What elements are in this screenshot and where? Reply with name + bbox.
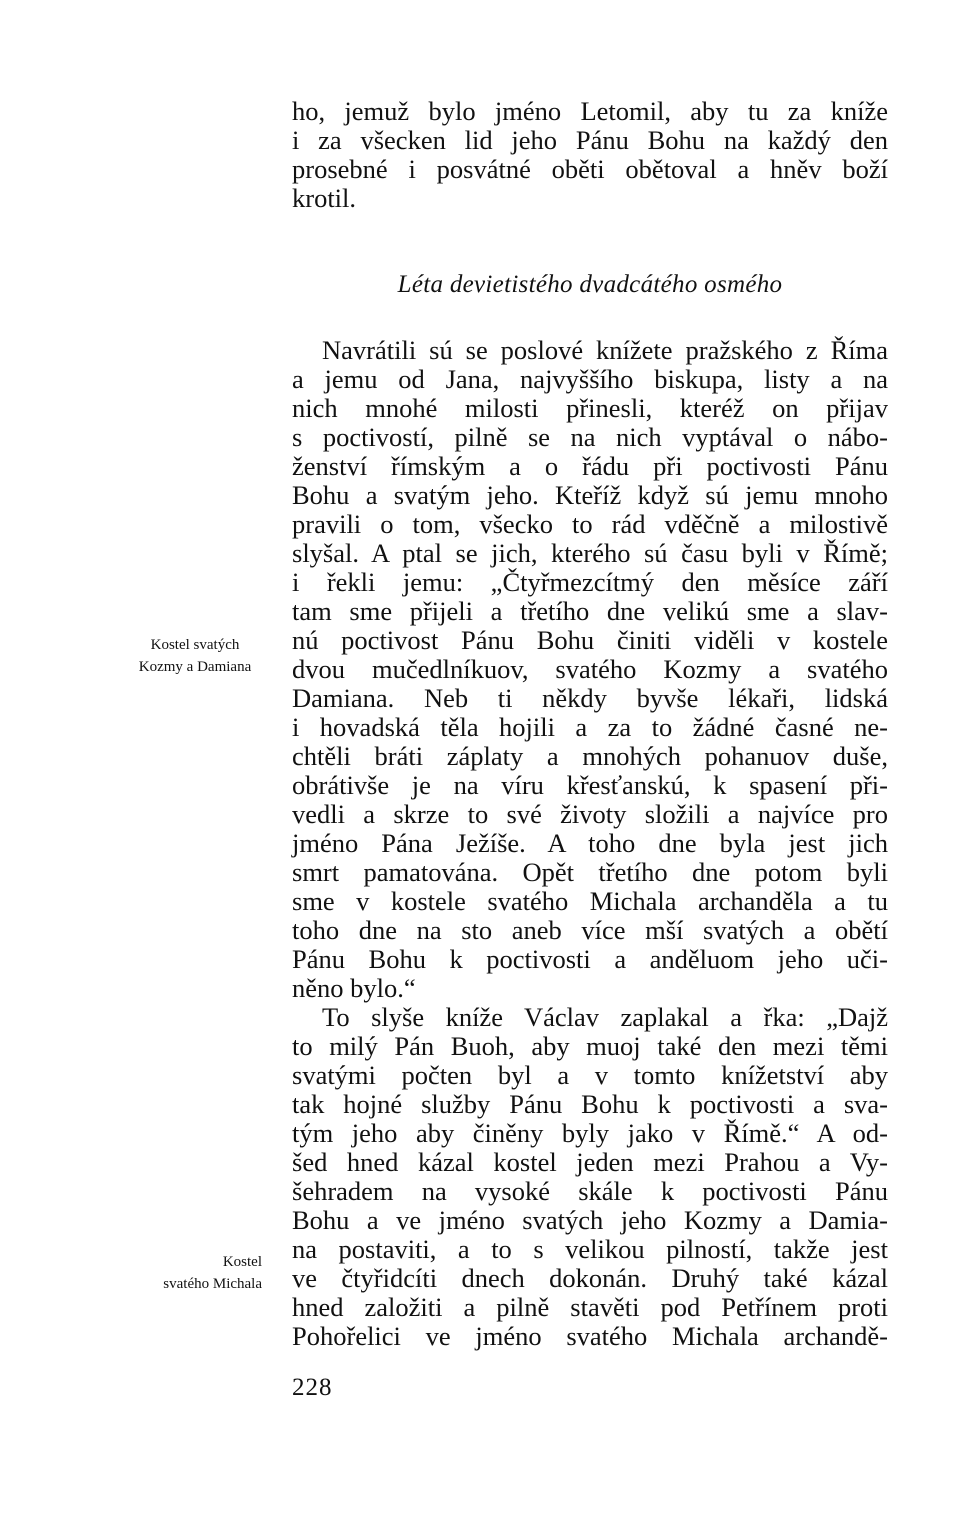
margin-note-line: Kozmy a Damiana (138, 659, 252, 675)
opening-paragraph (292, 97, 888, 213)
body-text (292, 336, 888, 1351)
text-line: i za všecken lid jeho Pánu Bohu na každý den (292, 125, 888, 155)
text-line: tým jeho aby činěny byly jako v Římě.“ A od- (292, 1118, 888, 1148)
text-line: sme v kostele svatého Michala archanděla a tu (292, 886, 888, 916)
text-line: Pohořelici ve jméno svatého Michala archandě- (292, 1321, 888, 1351)
text-line: ve čtyřidcíti dnech dokonán. Druhý také kázal (292, 1263, 888, 1293)
margin-note-kostel-kozmy-damiana (130, 634, 260, 678)
text-line: Navrátili sú se poslové knížete pražského z Říma (322, 335, 888, 365)
margin-note-kostel-michala (122, 1251, 262, 1295)
text-line: nich mnohé milosti přinesli, kteréž on přijav (292, 393, 888, 423)
section-heading: Léta devietistého dvadcátého osmého (397, 271, 783, 298)
text-line: svatými počten byl a v tomto knížetství aby (292, 1060, 888, 1090)
text-line: ho, jemuž bylo jméno Letomil, aby tu za kníže (292, 96, 888, 126)
text-line: i řekli jemu: „Čtyřmezcítmý den měsíce září (292, 567, 888, 597)
text-line: krotil. (292, 183, 357, 213)
text-line: toho dne na sto aneb více mší svatých a obětí (292, 915, 888, 945)
text-line: a jemu od Jana, najvyššího biskupa, listy a na (292, 364, 888, 394)
text-line: něno bylo.“ (292, 973, 416, 1003)
text-line: Bohu a ve jméno svatých jeho Kozmy a Damia- (292, 1205, 888, 1235)
text-line: tam sme přijeli a třetího dne velikú sme a slav- (292, 596, 888, 626)
text-line: na postaviti, a to s velikou pilností, takže jest (292, 1234, 888, 1264)
text-line: smrt pamatována. Opět třetího dne potom byli (292, 857, 888, 887)
page-number: 228 (292, 1374, 333, 1401)
text-line: šehradem na vysoké skále k poctivosti Pánu (292, 1176, 888, 1206)
text-line: pravili o tom, všecko to rád vděčně a milostivě (292, 509, 888, 539)
margin-note-line: Kostel svatých (150, 637, 240, 653)
text-line: vedli a skrze to své životy složili a najvíce pro (292, 799, 888, 829)
text-line: dvou mučedlníkuov, svatého Kozmy a svatého (292, 654, 888, 684)
text-line: tak hojné služby Pánu Bohu k poctivosti a sva- (292, 1089, 888, 1119)
text-line: i hovadská těla hojili a za to žádné časné ne- (292, 712, 888, 742)
margin-note-line: Kostel (222, 1254, 262, 1270)
text-line: prosebné i posvátné oběti obětoval a hněv boží (292, 154, 888, 184)
margin-note-line: svatého Michala (163, 1276, 262, 1292)
text-line: to milý Pán Buoh, aby muoj také den mezi těmi (292, 1031, 888, 1061)
text-line: To slyše kníže Václav zaplakal a řka: „Dajž (322, 1002, 888, 1032)
text-line: ženství římským a o řádu při poctivosti Pánu (292, 451, 888, 481)
text-line: slyšal. A ptal se jich, kterého sú času byli v Římě; (292, 538, 888, 568)
text-line: s poctivostí, pilně se na nich vyptával o nábo- (292, 422, 888, 452)
text-line: Bohu a svatým jeho. Kteříž když sú jemu mnoho (292, 480, 888, 510)
text-line: šed hned kázal kostel jeden mezi Prahou a Vy- (292, 1147, 888, 1177)
text-line: chtěli bráti záplaty a mnohých pohanuov duše, (292, 741, 888, 771)
text-line: nú poctivost Pánu Bohu činiti viděli v kostele (292, 625, 888, 655)
text-line: jméno Pána Ježíše. A toho dne byla jest jich (292, 828, 888, 858)
text-line: Damiana. Neb ti někdy byvše lékaři, lidská (292, 683, 888, 713)
text-line: Pánu Bohu k poctivosti a anděluom jeho uči- (292, 944, 888, 974)
text-line: obrátivše je na víru křesťanskú, k spasení při- (292, 770, 888, 800)
text-line: hned založiti a pilně stavěti pod Petřínem proti (292, 1292, 888, 1322)
